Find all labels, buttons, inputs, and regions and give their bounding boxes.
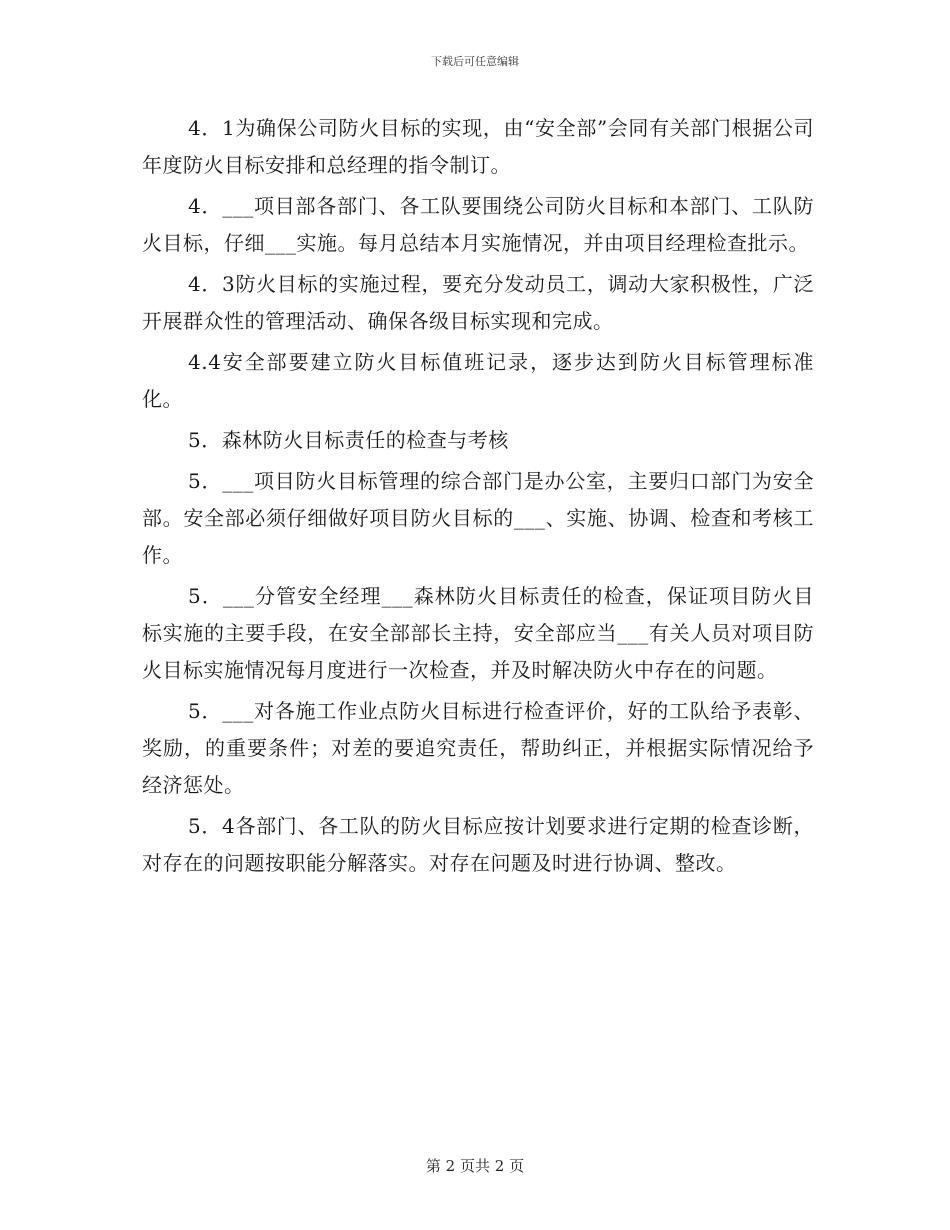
paragraph-5-2: 5．___分管安全经理___森林防火目标责任的检查，保证项目防火目标实施的主要手段，在安全部部长主持，安全部应当___有关人员对项目防火目标实施情况每月度进行一次检查，并及时解决防火中存在的问题。 <box>142 584 814 682</box>
page-number: 第 2 页共 2 页 <box>425 1157 525 1175</box>
paragraph-4-2: 4．___项目部各部门、各工队要围绕公司防火目标和本部门、工队防火目标，仔细___实施。每月总结本月实施情况，并由项目经理检查批示。 <box>142 194 814 255</box>
paragraph-5-3: 5．___对各施工作业点防火目标进行检查评价，好的工队给予表彰、奖励，的重要条件；对差的要追究责任，帮助纠正，并根据实际情况给予经济惩处。 <box>142 699 814 797</box>
paragraph-4-1: 4．1为确保公司防火目标的实现，由“安全部”会同有关部门根据公司年度防火目标安排和总经理的指令制订。 <box>142 116 814 177</box>
paragraph-4-4: 4.4安全部要建立防火目标值班记录，逐步达到防火目标管理标准化。 <box>142 350 814 411</box>
paragraph-5-1: 5．___项目防火目标管理的综合部门是办公室，主要归口部门为安全部。安全部必须仔细做好项目防火目标的___、实施、协调、检查和考核工作。 <box>142 469 814 567</box>
paragraph-5-4: 5．4各部门、各工队的防火目标应按计划要求进行定期的检查诊断，对存在的问题按职能分解落实。对存在问题及时进行协调、整改。 <box>142 814 814 875</box>
paragraph-4-3: 4．3防火目标的实施过程，要充分发动员工，调动大家积极性，广泛开展群众性的管理活动、确保各级目标实现和完成。 <box>142 272 814 333</box>
page-header: 下载后可任意编辑 <box>431 55 519 68</box>
section-heading-5: 5．森林防火目标责任的检查与考核 <box>188 428 509 452</box>
document-body <box>142 110 814 886</box>
